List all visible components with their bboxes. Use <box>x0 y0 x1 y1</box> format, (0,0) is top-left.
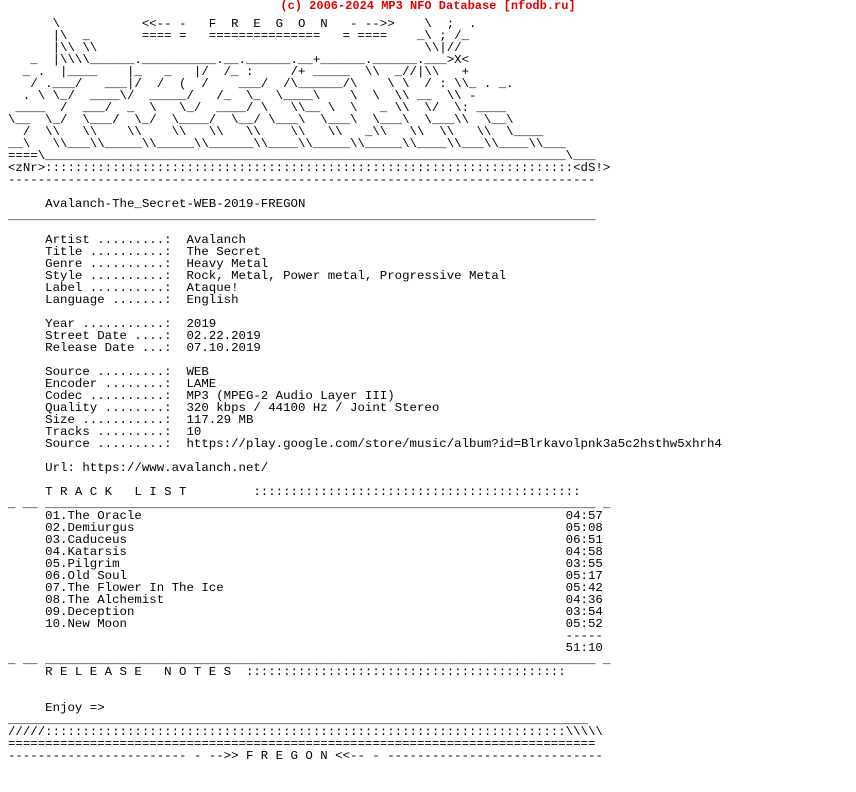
nfo-line: |\ _ ==== = =============== = ==== _\ ; /_ <box>8 29 470 43</box>
nfo-line: Label ..........: Ataque! <box>8 281 239 295</box>
nfo-line: |\\ \\ \\|// <box>8 41 462 55</box>
nfo-line: ------------------------ - -->> F R E G O N <<-- - ----------------------------- <box>8 749 603 763</box>
nfo-line: 05.Pilgrim 03:55 <box>8 557 603 571</box>
nfo-line: R E L E A S E N O T E S ::::::::::::::::::::::::::::::::::::::::::: <box>8 665 566 679</box>
nfo-line: 07.The Flower In The Ice 05:42 <box>8 581 603 595</box>
nfo-line: Language .......: English <box>8 293 239 307</box>
nfo-line: T R A C K L I S T :::::::::::::::::::::::::::::::::::::::::::: <box>8 485 581 499</box>
nfo-line: /////::::::::::::::::::::::::::::::::::::::::::::::::::::::::::::::::::::::\\\\\ <box>8 725 603 739</box>
nfo-line: 01.The Oracle 04:57 <box>8 509 603 523</box>
nfo-line: _______________________________________________________________________________ <box>8 209 596 223</box>
nfo-line: Avalanch-The_Secret-WEB-2019-FREGON <box>8 197 306 211</box>
nfo-line: Artist .........: Avalanch <box>8 233 246 247</box>
nfo-line: . \ \_/ ____\/ _____/ /_ \_ \____\ \ \ \\ __ \\ - <box>8 89 477 103</box>
site-header: (c) 2006-2024 MP3 NFO Database [nfodb.ru] <box>280 0 576 13</box>
nfo-line: Year ...........: 2019 <box>8 317 217 331</box>
nfo-line: Tracks .........: 10 <box>8 425 202 439</box>
nfo-line: Title ..........: The Secret <box>8 245 261 259</box>
nfo-line: \ <<-- - F R E G O N - -->> \ ; . <box>8 17 477 31</box>
nfo-line: 08.The Alchemist 04:36 <box>8 593 603 607</box>
nfo-line: Enjoy => <box>8 701 105 715</box>
nfo-line: Source .........: WEB <box>8 365 209 379</box>
nfo-text <box>8 18 722 762</box>
nfo-line: 03.Caduceus 06:51 <box>8 533 603 547</box>
nfo-line: / .___/ ___|/ / ( / ___/ /\______/\ \ \ / : \\_ . _. <box>8 77 514 91</box>
nfo-line: Codec ..........: MP3 (MPEG-2 Audio Layer III) <box>8 389 395 403</box>
nfo-line: ______________________________________________________________________________ <box>8 713 588 727</box>
nfo-line: Genre ..........: Heavy Metal <box>8 257 269 271</box>
nfo-line: ----- <box>8 629 603 643</box>
nfo-line: _ __ __________________________________________________________________________ _ <box>8 497 611 511</box>
nfo-line: 02.Demiurgus 05:08 <box>8 521 603 535</box>
nfo-line: ------------------------------------------------------------------------------- <box>8 173 596 187</box>
nfo-line: 09.Deception 03:54 <box>8 605 603 619</box>
nfo-line: Quality ........: 320 kbps / 44100 Hz / Joint Stereo <box>8 401 440 415</box>
nfo-line: 06.Old Soul 05:17 <box>8 569 603 583</box>
nfo-line: Style ..........: Rock, Metal, Power metal, Progressive Metal <box>8 269 507 283</box>
nfo-line: 04.Katarsis 04:58 <box>8 545 603 559</box>
nfo-line: Encoder ........: LAME <box>8 377 217 391</box>
nfo-line: Url: https://www.avalanch.net/ <box>8 461 269 475</box>
nfo-line: Street Date ....: 02.22.2019 <box>8 329 261 343</box>
nfo-line: ____ / ___/ _ \ \_/ ____/ \ \\__ \ \ _ \\ \/ \: ____ <box>8 101 507 115</box>
nfo-line: =============================================================================== <box>8 737 596 751</box>
nfo-line: Release Date ...: 07.10.2019 <box>8 341 261 355</box>
nfo-line: / \\ \\ \\ \\ \\ \\ \\ \\ _\\ \\ \\ \\ \____ <box>8 125 544 139</box>
nfo-line: 51:10 <box>8 641 603 655</box>
nfo-line: Size ...........: 117.29 MB <box>8 413 254 427</box>
nfo-line: ====\______________________________________________________________________\___ <box>8 149 596 163</box>
nfo-line: <zNr>:::::::::::::::::::::::::::::::::::::::::::::::::::::::::::::::::::::::<dS!> <box>8 161 611 175</box>
nfo-line: _ |\\\\______.__________.__.______.__+______.______.___>X< <box>8 53 470 67</box>
nfo-line: __\ \\___\\_____\\_____\\______\\____\\_____\\_____\\____\\___\\____\\___ <box>8 137 566 151</box>
nfo-line: Source .........: https://play.google.com/store/music/album?id=Blrkavolpnk3a5c2hsthw5xhrh4 <box>8 437 722 451</box>
nfo-line: 10.New Moon 05:52 <box>8 617 603 631</box>
nfo-line: _ . |____ |_ _ |/ /_ : /+ _____ \\ _//|\\ + <box>8 65 470 79</box>
nfo-line: \__ \_/ \___/ \_/ \____/ \__/ \___\ \___\ \___\ \___\\ \__\ <box>8 113 514 127</box>
nfo-line: _ __ __________________________________________________________________________ _ <box>8 653 611 667</box>
